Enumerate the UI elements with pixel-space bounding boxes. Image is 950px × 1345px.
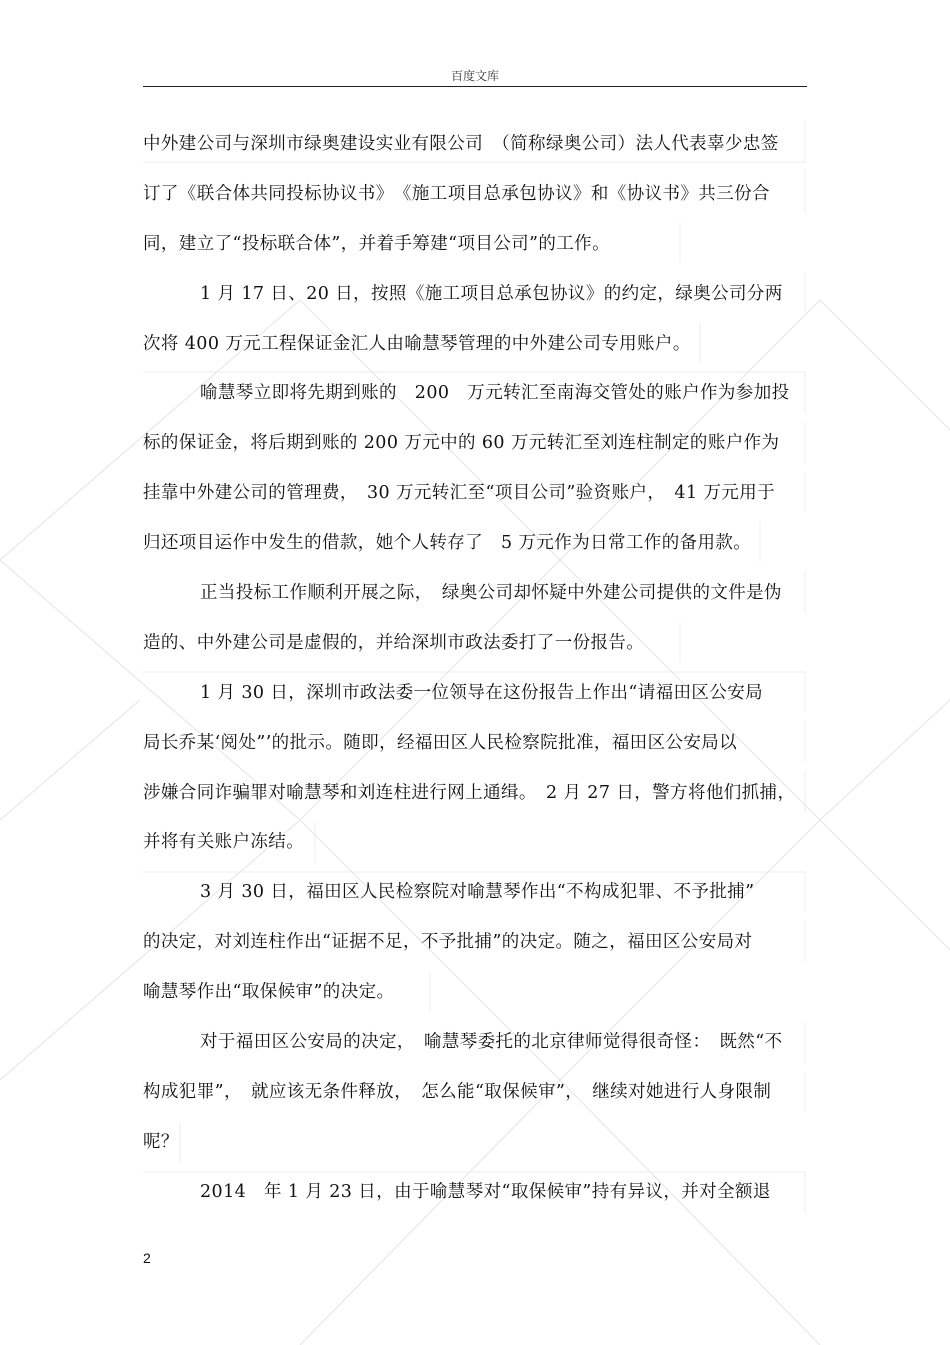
paragraph-line: 呢？ — [143, 1131, 179, 1152]
paragraph-line: 并将有关账户冻结。 — [143, 832, 305, 853]
paragraph-line: 2014 年 1 月 23 日，由于喻慧琴对“取保候审”持有异议，并对全额退 — [200, 1181, 771, 1202]
paragraph-line: 1 月 17 日、20 日，按照《施工项目总承包协议》的约定，绿奥公司分两 — [200, 283, 783, 304]
paragraph-line: 1 月 30 日，深圳市政法委一位领导在这份报告上作出“请福田区公安局 — [200, 682, 764, 703]
page-number: 2 — [143, 1250, 151, 1266]
paragraph-line: 归还项目运作中发生的借款，她个人转存了 5 万元作为日常工作的备用款。 — [143, 533, 752, 554]
paragraph-line: 标的保证金，将后期到账的 200 万元中的 60 万元转汇至刘连柱制定的账户作为 — [143, 433, 780, 454]
paragraph-line: 局长乔某‘阅处”’的批示。随即，经福田区人民检察院批准，福田区公安局以 — [143, 732, 738, 753]
paragraph-line: 正当投标工作顺利开展之际， 绿奥公司却怀疑中外建公司提供的文件是伪 — [200, 583, 782, 604]
paragraph-line: 对于福田区公安局的决定， 喻慧琴委托的北京律师觉得很奇怪： 既然“不 — [200, 1032, 783, 1053]
paragraph-line: 造的、中外建公司是虚假的，并给深圳市政法委打了一份报告。 — [143, 632, 645, 653]
document-body — [143, 120, 805, 1218]
paragraph-line: 喻慧琴作出“取保候审”的决定。 — [143, 982, 395, 1003]
header-title: 百度文库 — [450, 69, 499, 83]
paragraph-line: 次将 400 万元工程保证金汇人由喻慧琴管理的中外建公司专用账户。 — [143, 333, 691, 354]
paragraph-line: 中外建公司与深圳市绿奥建设实业有限公司 （简称绿奥公司）法人代表辜少忠签 — [143, 134, 779, 154]
header-divider — [143, 86, 807, 87]
paragraph-line: 3 月 30 日，福田区人民检察院对喻慧琴作出“不构成犯罪、不予批捕” — [200, 882, 755, 903]
paragraph-line: 挂靠中外建公司的管理费， 30 万元转汇至“项目公司”验资账户， 41 万元用于 — [143, 483, 776, 504]
paragraph-line: 涉嫌合同诈骗罪对喻慧琴和刘连柱进行网上通缉。 2 月 27 日，警方将他们抓捕， — [143, 782, 796, 803]
paragraph-line: 同，建立了“投标联合体”，并着手筹建“项目公司”的工作。 — [143, 233, 610, 254]
paragraph-line: 的决定，对刘连柱作出“证据不足，不予批捕”的决定。随之，福田区公安局对 — [143, 932, 753, 953]
paragraph-line: 喻慧琴立即将先期到账的 200 万元转汇至南海交管处的账户作为参加投 — [200, 383, 790, 404]
paragraph-line: 订了《联合体共同投标协议书》 《施工项目总承包协议》和《协议书》共三份合 — [143, 183, 770, 204]
paragraph-line: 构成犯罪”， 就应该无条件释放， 怎么能“取保候审”， 继续对她进行人身限制 — [143, 1081, 772, 1102]
